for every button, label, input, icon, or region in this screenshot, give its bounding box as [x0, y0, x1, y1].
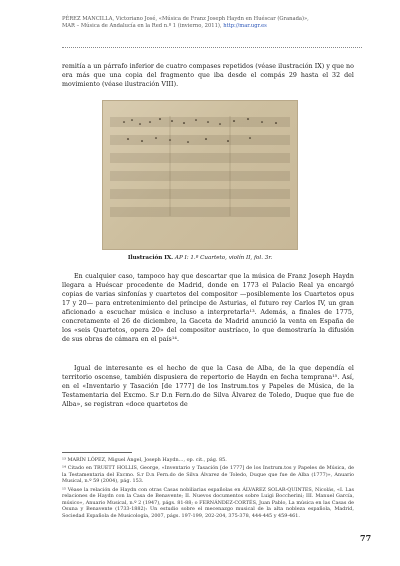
footnote-divider: [62, 452, 132, 453]
paragraph-3: Igual de interesante es el hecho de que la Casa de Alba, de la que dependía el territorio oscense, también dispusiera de repertorio de Haydn en fecha temprana¹⁵. Así, en el «Inventario y Tasación [de 1777] de los Instrum.tos y Papeles de Música, de la Testamentaria del Excmo. S.r D.n Fern.do de Silva Álvarez de Toledo, Duque que fue de Alba», se registran «doce quartetos de: [62, 365, 354, 408]
caption-text: AP I: 1.º Cuarteto, violín II, fol. 3r.: [173, 255, 273, 261]
caption-label: Ilustración IX.: [127, 255, 174, 261]
footnote: ¹⁴ Citado en TRUETT HOLLIS, George, «Inventario y Tasación [de 1777] de los Instrum.tos y Papeles de Música, de la Testamentaria del Excmo. S.r D.n Fern.do de Silva Álvarez de Toledo, Duque que fue de Alba (1777)», Anuario Musical, n.º 59 (2004), pág. 153.: [62, 465, 354, 485]
manuscript-figure: [102, 100, 298, 250]
header-citation: PÉREZ MANCILLA, Victoriano José, «Música de Franz Joseph Haydn en Huéscar (Granada)»,: [62, 16, 309, 22]
footnote: ¹⁵ Véase la relación de Haydn con otras Casas nobiliarias españolas en ÁLVAREZ SOLAR-QUINTES, Nicolás, «I. Las relaciones de Haydn con la Casa de Benavente; II. Nuevos documentos sobre Luigi Boccherini; III. Manuel García, músico», Anuario Musical, n.º 2 (1947), págs. 81-88; o FERNÁNDEZ-CORTÉS, Juan Pablo, La música en las Casas de Osuna y Benavente (1733-1882): Un estudio sobre el mecenazgo musical de la alta nobleza española, Madrid, Sociedad Española de Musicología, 2007, págs. 197-199, 202-204, 375-378, 444-445 y 459-461.: [62, 486, 354, 519]
header-journal-text: MAR – Música de Andalucía en la Red n.º 1 (invierno, 2011),: [62, 23, 224, 29]
page-number: 77: [360, 533, 372, 543]
paragraph-2: En cualquier caso, tampoco hay que descartar que la música de Franz Joseph Haydn llegara a Huéscar procedente de Madrid, donde en 1773 el Palacio Real ya encargó copias de varias sinfonías y cuartetos del compositor —posiblemente los Cuartetos opus 17 y 20— para entretenimiento del príncipe de Asturias, el futuro rey Carlos IV, un gran aficionado a escuchar música e incluso a interpretarla¹³. Además, a finales de 1775, concretamente el 26 de diciembre, la Gaceta de Madrid anunció la venta en España de los «seis Quartetos, opera 20» del compositor austríaco, lo que demostraría la difusión de sus obras de cámara en el país¹⁴.: [62, 273, 354, 343]
header-divider: [62, 47, 362, 48]
header-journal: [62, 23, 372, 30]
footnote: ¹³ MARÍN LÓPEZ, Miguel Ángel, Joseph Haydn…, op. cit., pág. 85.: [62, 457, 227, 463]
paragraph-1: remitía a un párrafo inferior de cuatro compases repetidos (véase ilustración IX) y que no era más que una copia del fragmento que iba desde el compás 29 hasta el 32 del movimiento (véase ilustración VIII).: [62, 63, 354, 88]
footnotes: [62, 457, 354, 521]
journal-link[interactable]: http://mar.ugr.es: [223, 23, 267, 29]
running-header: [62, 16, 372, 30]
figure-caption: [62, 255, 338, 262]
music-score-image: [110, 110, 290, 240]
